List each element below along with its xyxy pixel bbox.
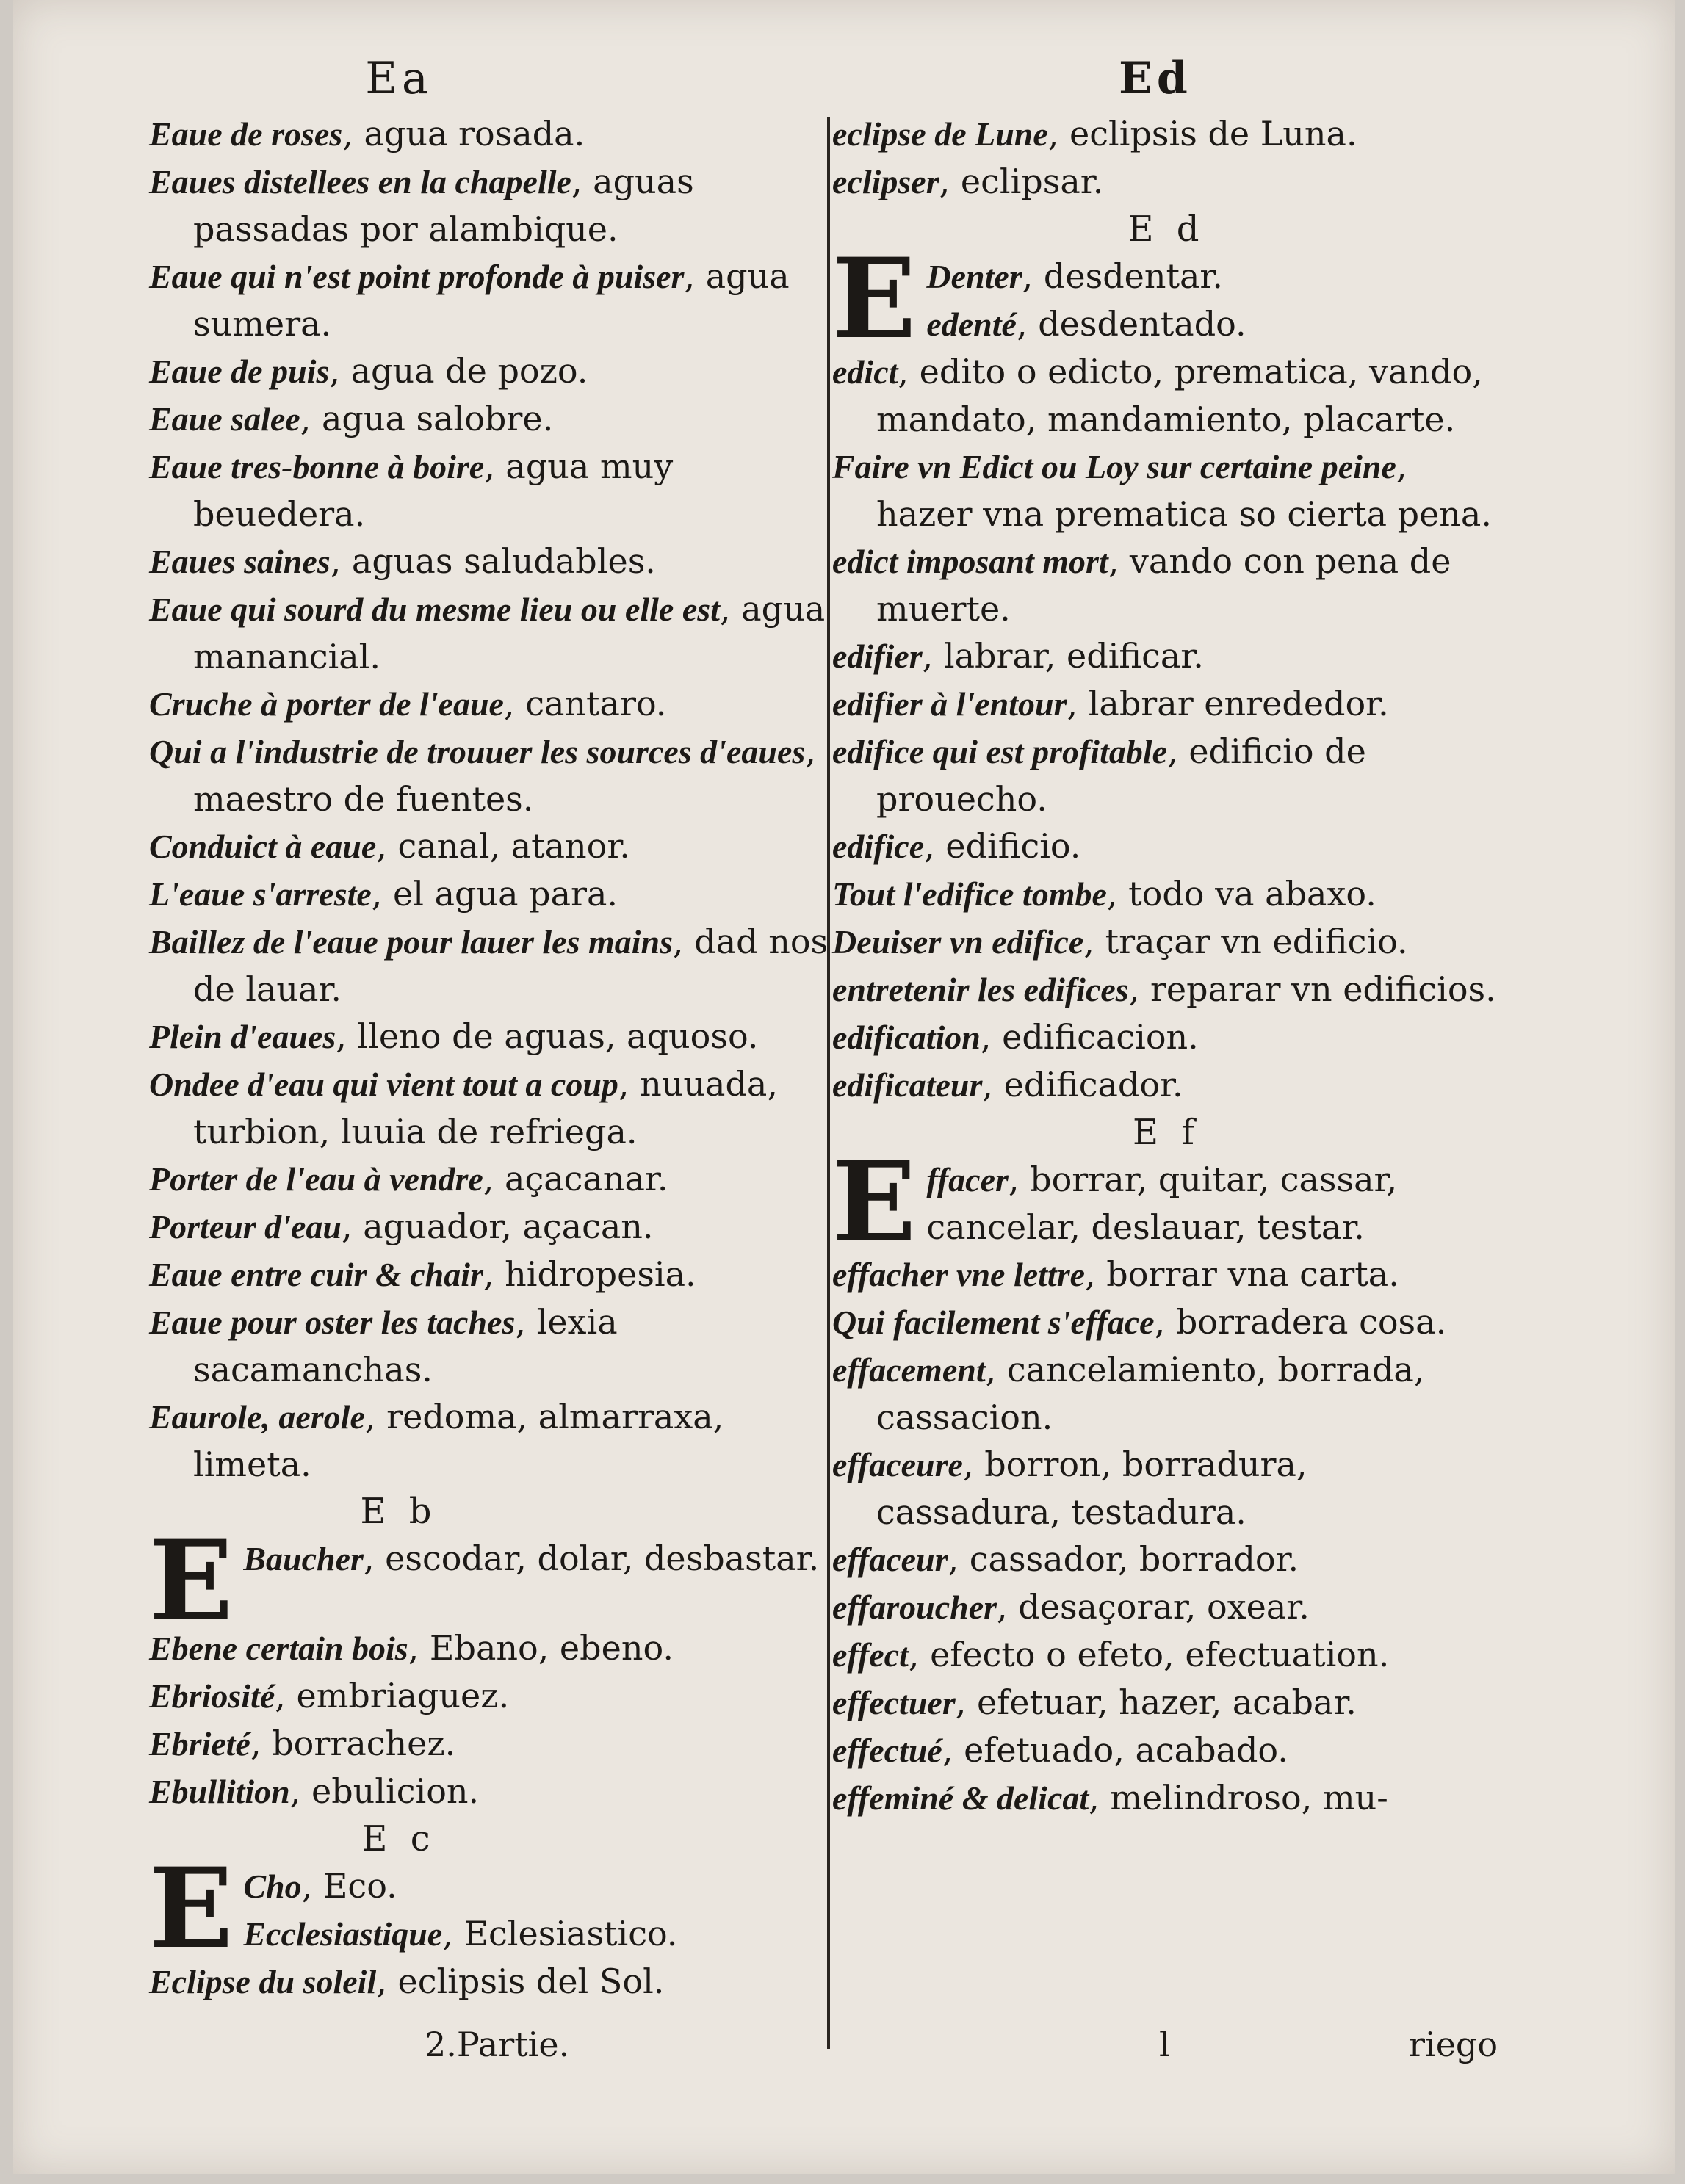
list-item: eclipse de Lune, eclipsis de Luna.: [832, 114, 1357, 153]
drop-cap: E: [149, 1844, 234, 1973]
list-item: Eaurole, aerole, redoma, almarraxa, limeta.: [149, 1397, 724, 1484]
list-item: Eaue tres-bonne à boire, agua muy beuedera.: [149, 446, 674, 534]
list-item: Ebrieté, borrachez.: [149, 1724, 456, 1763]
list-item: effaceure, borron, borradura, cassadura, testadura.: [832, 1444, 1307, 1532]
list-item: Porteur d'eau, aguador, açacan.: [149, 1207, 654, 1246]
list-item: Qui facilement s'efface, borradera cosa.: [832, 1302, 1447, 1342]
section-heading-ef: E f: [1132, 1112, 1201, 1153]
list-item: Eaues saines, aguas saludables.: [149, 541, 656, 581]
list-item: Cho, Eco.: [243, 1866, 397, 1906]
list-item: edenté, desdentado.: [926, 304, 1246, 344]
list-item: effacher vne lettre, borrar vna carta.: [832, 1254, 1399, 1294]
list-item: Ondee d'eau qui vient tout a coup, nuuada, turbion, luuia de refriega.: [149, 1064, 778, 1151]
list-item: Denter, desdentar.: [926, 256, 1223, 296]
dictionary-page: [13, 0, 1675, 2174]
list-item: entretenir les edifices, reparar vn edificios.: [832, 969, 1496, 1009]
list-item: Conduict à eaue, canal, atanor.: [149, 826, 630, 866]
list-item: Ecclesiastique, Eclesiastico.: [243, 1914, 678, 1953]
list-item: Eaue entre cuir & chair, hidropesia.: [149, 1254, 696, 1294]
list-item: edict, edito o edicto, prematica, vando, mandato, mandamiento, placarte.: [832, 352, 1483, 439]
list-item: effectué, efetuado, acabado.: [832, 1730, 1288, 1770]
drop-cap: E: [832, 1138, 917, 1267]
drop-cap: E: [832, 234, 917, 364]
left-entries: [149, 110, 832, 2006]
list-item: Eclipse du soleil, eclipsis del Sol.: [149, 1961, 665, 2001]
list-item: Eaue pour oster les taches, lexia sacamanchas.: [149, 1302, 618, 1389]
section-ef: [832, 1138, 1501, 1267]
list-item: edifier, labrar, edificar.: [832, 636, 1204, 676]
list-item: Eaue qui sourd du mesme lieu ou elle est, agua manancial.: [149, 589, 826, 676]
list-item: Porter de l'eau à vendre, açacanar.: [149, 1159, 668, 1198]
list-item: effectuer, efetuar, hazer, acabar.: [832, 1682, 1357, 1722]
leaf-mark: l: [1159, 2025, 1170, 2064]
section-ec: [149, 1844, 832, 1973]
section-eb: [149, 1516, 832, 1646]
right-entries: [832, 110, 1501, 1822]
list-item: edifice, edificio.: [832, 826, 1081, 866]
list-item: L'eaue s'arreste, el agua para.: [149, 874, 618, 914]
list-item: Eaues distellees en la chapelle, aguas passadas por alambique.: [149, 162, 694, 249]
running-header-right: Ed: [1119, 53, 1192, 104]
list-item: Eaue de roses, agua rosada.: [149, 114, 585, 153]
list-item: Cruche à porter de l'eaue, cantaro.: [149, 684, 667, 723]
section-heading-eb: E b: [360, 1491, 438, 1532]
section-heading-ed: E d: [1127, 209, 1205, 250]
list-item: Tout l'edifice tombe, todo va abaxo.: [832, 874, 1376, 914]
section-ed: [832, 234, 1501, 364]
list-item: eclipser, eclipsar.: [832, 162, 1104, 201]
list-item: edification, edificacion.: [832, 1017, 1199, 1057]
list-item: effaroucher, desaçorar, oxear.: [832, 1587, 1310, 1627]
signature-mark: 2.Partie.: [425, 2025, 570, 2064]
list-item: Deuiser vn edifice, traçar vn edificio.: [832, 922, 1408, 961]
list-item: effeminé & delicat, melindroso, mu-: [832, 1778, 1388, 1818]
list-item: Ebene certain bois, Ebano, ebeno.: [149, 1628, 674, 1668]
list-item: edict imposant mort, vando con pena de muerte.: [832, 541, 1451, 629]
list-item: Plein d'eaues, lleno de aguas, aquoso.: [149, 1016, 759, 1056]
list-item: effaceur, cassador, borrador.: [832, 1539, 1299, 1579]
list-item: edifier à l'entour, labrar enrededor.: [832, 684, 1389, 723]
list-item: effacement, cancelamiento, borrada, cassacion.: [832, 1350, 1425, 1437]
list-item: effect, efecto o efeto, efectuation.: [832, 1635, 1390, 1674]
list-item: Ebullition, ebulicion.: [149, 1771, 480, 1811]
list-item: Eaue salee, agua salobre.: [149, 399, 554, 438]
list-item: Faire vn Edict ou Loy sur certaine peine, hazer vna prematica so cierta pena.: [832, 446, 1492, 534]
list-item: Qui a l'industrie de trouuer les sources d'eaues, maestro de fuentes.: [149, 731, 816, 819]
list-item: Eaue qui n'est point profonde à puiser, agua sumera.: [149, 256, 790, 344]
list-item: Baucher, escodar, dolar, desbastar.: [243, 1538, 820, 1578]
drop-cap: E: [149, 1516, 234, 1646]
list-item: Eaue de puis, agua de pozo.: [149, 351, 588, 391]
catchword: riego: [1409, 2025, 1498, 2064]
list-item: Ebriosité, embriaguez.: [149, 1676, 510, 1715]
list-item: edifice qui est profitable, edificio de prouecho.: [832, 731, 1366, 819]
list-item: Baillez de l'eaue pour lauer les mains, dad nos de lauar.: [149, 922, 829, 1009]
section-heading-ec: E c: [361, 1818, 436, 1859]
list-item: ffacer, borrar, quitar, cassar, cancelar, deslauar, testar.: [926, 1160, 1398, 1247]
list-item: edificateur, edificador.: [832, 1065, 1183, 1104]
running-header-left: Ea: [365, 53, 433, 104]
